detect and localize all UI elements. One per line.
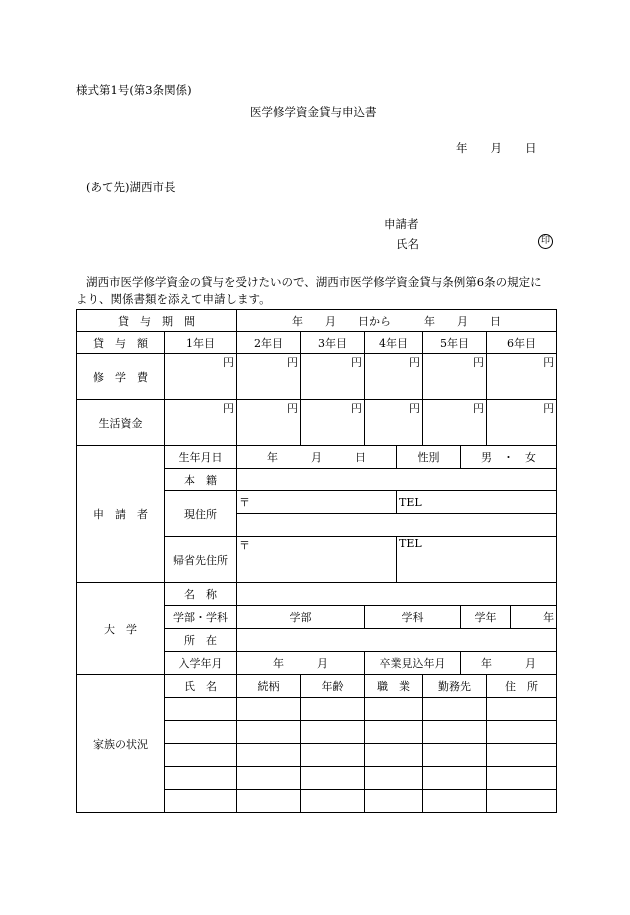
form-title: 医学修学資金貸与申込書 — [250, 105, 377, 119]
living-yen[interactable]: 円 — [237, 400, 301, 446]
home-postal[interactable]: 〒 — [237, 537, 397, 583]
family-cell[interactable] — [487, 767, 557, 790]
tuition-yen[interactable]: 円 — [165, 354, 237, 400]
family-cell[interactable] — [237, 790, 301, 813]
address-tel[interactable]: TEL — [397, 491, 557, 514]
university-section-label: 大 学 — [77, 583, 165, 675]
home-address-label: 帰省先住所 — [165, 537, 237, 583]
family-cell[interactable] — [165, 790, 237, 813]
family-cell[interactable] — [237, 767, 301, 790]
entry-value[interactable]: 年 月 — [237, 652, 365, 675]
family-cell[interactable] — [165, 698, 237, 721]
living-label: 生活資金 — [77, 400, 165, 446]
department-field[interactable]: 学科 — [365, 606, 461, 629]
grade-label: 学年 — [461, 606, 511, 629]
family-cell[interactable] — [301, 767, 365, 790]
family-cell[interactable] — [237, 744, 301, 767]
living-yen[interactable]: 円 — [365, 400, 423, 446]
family-header-address: 住 所 — [487, 675, 557, 698]
year-6: 6年目 — [487, 332, 557, 354]
family-cell[interactable] — [487, 744, 557, 767]
tuition-yen[interactable]: 円 — [365, 354, 423, 400]
applicant-label: 申請者 — [384, 217, 419, 231]
loan-period-value: 年 月 日から 年 月 日 — [237, 310, 557, 332]
family-header-age: 年齢 — [301, 675, 365, 698]
family-header-workplace: 勤務先 — [423, 675, 487, 698]
graduation-value[interactable]: 年 月 — [461, 652, 557, 675]
tuition-yen[interactable]: 円 — [301, 354, 365, 400]
location-field[interactable] — [237, 629, 557, 652]
tuition-yen[interactable]: 円 — [487, 354, 557, 400]
family-cell[interactable] — [487, 698, 557, 721]
family-cell[interactable] — [365, 790, 423, 813]
address-field[interactable] — [237, 514, 557, 537]
family-cell[interactable] — [237, 721, 301, 744]
gender-label: 性別 — [397, 446, 461, 469]
date-line: 年 月 日 — [456, 141, 537, 155]
family-cell[interactable] — [365, 721, 423, 744]
domicile-label: 本 籍 — [165, 469, 237, 491]
university-name-label: 名 称 — [165, 583, 237, 606]
dept-label: 学部・学科 — [165, 606, 237, 629]
year-3: 3年目 — [301, 332, 365, 354]
seal-mark: 印 — [538, 234, 553, 249]
family-cell[interactable] — [301, 744, 365, 767]
address-postal[interactable]: 〒 — [237, 491, 397, 514]
family-cell[interactable] — [423, 721, 487, 744]
family-cell[interactable] — [487, 721, 557, 744]
family-header-relation: 続柄 — [237, 675, 301, 698]
year-2: 2年目 — [237, 332, 301, 354]
name-label: 氏名 — [396, 237, 419, 251]
loan-period-label: 貸 与 期 間 — [77, 310, 237, 332]
family-cell[interactable] — [423, 698, 487, 721]
family-cell[interactable] — [301, 790, 365, 813]
family-header-occupation: 職 業 — [365, 675, 423, 698]
year-5: 5年目 — [423, 332, 487, 354]
family-cell[interactable] — [423, 790, 487, 813]
tuition-label: 修 学 費 — [77, 354, 165, 400]
family-cell[interactable] — [301, 698, 365, 721]
family-cell[interactable] — [423, 767, 487, 790]
birth-label: 生年月日 — [165, 446, 237, 469]
family-cell[interactable] — [423, 744, 487, 767]
application-table — [76, 309, 557, 813]
body-text-line2: より、関係書類を添えて申請します。 — [76, 292, 271, 306]
graduation-label: 卒業見込年月 — [365, 652, 461, 675]
addressee: (あて先)湖西市長 — [86, 180, 176, 194]
loan-amount-label: 貸 与 額 — [77, 332, 165, 354]
living-yen[interactable]: 円 — [487, 400, 557, 446]
living-yen[interactable]: 円 — [301, 400, 365, 446]
location-label: 所 在 — [165, 629, 237, 652]
entry-label: 入学年月 — [165, 652, 237, 675]
grade-field[interactable]: 年 — [511, 606, 557, 629]
family-cell[interactable] — [165, 744, 237, 767]
address-label: 現住所 — [165, 491, 237, 537]
family-cell[interactable] — [365, 744, 423, 767]
domicile-field[interactable] — [237, 469, 557, 491]
year-4: 4年目 — [365, 332, 423, 354]
family-cell[interactable] — [487, 790, 557, 813]
home-tel[interactable]: TEL — [397, 537, 557, 583]
year-1: 1年目 — [165, 332, 237, 354]
family-section-label: 家族の状況 — [77, 675, 165, 813]
gender-value[interactable]: 男 ・ 女 — [461, 446, 557, 469]
family-cell[interactable] — [165, 721, 237, 744]
family-cell[interactable] — [365, 698, 423, 721]
tuition-yen[interactable]: 円 — [237, 354, 301, 400]
tuition-yen[interactable]: 円 — [423, 354, 487, 400]
faculty-field[interactable]: 学部 — [237, 606, 365, 629]
living-yen[interactable]: 円 — [423, 400, 487, 446]
living-yen[interactable]: 円 — [165, 400, 237, 446]
birth-value[interactable]: 年 月 日 — [237, 446, 397, 469]
body-text-line1: 湖西市医学修学資金の貸与を受けたいので、湖西市医学修学資金貸与条例第6条の規定に — [86, 275, 542, 289]
family-cell[interactable] — [165, 767, 237, 790]
family-header-name: 氏 名 — [165, 675, 237, 698]
family-cell[interactable] — [237, 698, 301, 721]
form-number: 様式第1号(第3条関係) — [76, 83, 192, 97]
university-name-field[interactable] — [237, 583, 557, 606]
family-cell[interactable] — [301, 721, 365, 744]
family-cell[interactable] — [365, 767, 423, 790]
applicant-section-label: 申 請 者 — [77, 446, 165, 583]
